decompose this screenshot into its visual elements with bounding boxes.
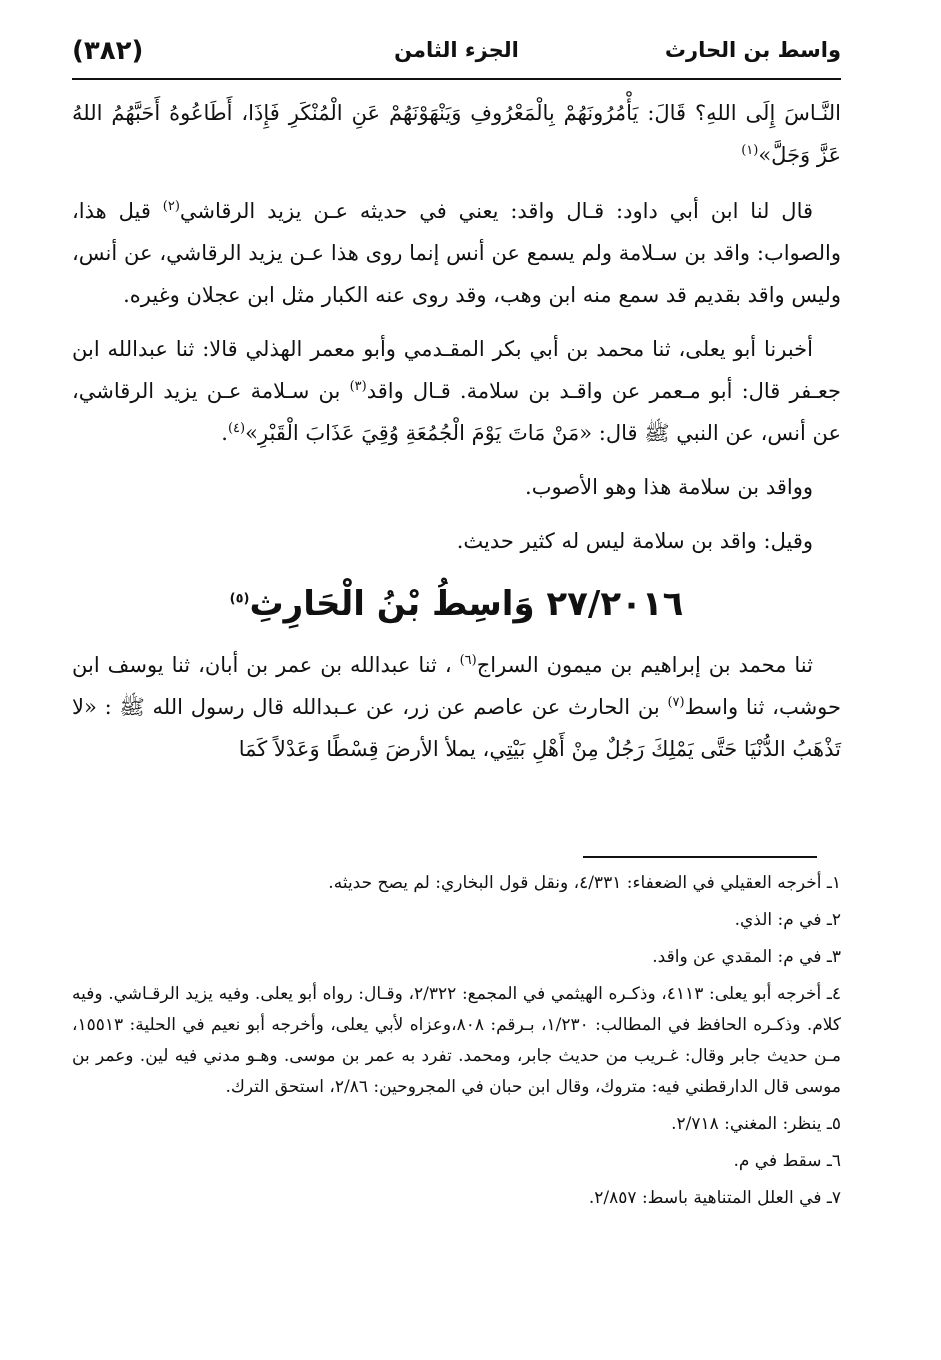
footnote-ref-3: (٣) [349, 379, 367, 394]
footnote-3: ٣ـ في م: المقدي عن واقد. [652, 947, 841, 967]
footnote-divider [583, 856, 817, 858]
footnote-6: ٦ـ سقط في م. [733, 1151, 841, 1171]
footnote-ref-2: (٢) [162, 199, 180, 214]
paragraph-3 [72, 328, 841, 454]
paragraph-3-text-a: أخبرنا أبو يعلى، ثنا محمد بن أبي بكر المقـدمي وأبو معمر الهذلي قالا: ثنا عبدالله ابن جعـفر قال: أبو مـعمر عن واقـد بن سلامة. قـال واقد [72, 337, 841, 403]
running-title: واسط بن الحارث [664, 38, 841, 62]
paragraph-5: وقيل: واقد بن سلامة ليس له كثير حديث. [456, 529, 813, 553]
footnote-ref-6: (٦) [459, 653, 477, 668]
footnote-ref-4: (٤) [227, 421, 246, 436]
main-text [72, 92, 841, 782]
paragraph-2 [72, 190, 841, 316]
footnotes [72, 868, 841, 1220]
paragraph-2-text-b: قيل هذا، والصواب: واقد بن سـلامة ولم يسمع عن أنس إنما روى هذا عـن يزيد الرقاشي، عن أنس، وليس واقد بقديم قد سمع منه ابن وهب، وقد روى عنه الكبار مثل ابن عجلان وغيره. [72, 199, 841, 307]
footnote-4: ٤ـ أخرجه أبو يعلى: ٤١١٣، وذكـره الهيثمي في المجمع: ٢/٣٢٢، وقـال: رواه أبو يعلى. وفيه يزيد الرقـاشي. وفيه كلام. وذكـره الحافظ في المطالب: ١/٢٣٠، بـرقم: ٨٠٨،وعزاه لأبي يعلى، وأخرجه أبو نعيم في الحلية: ١٥٥١٣، مـن حديث جابر وقال: غـريب من حديث جابر، ومحمد. تفرد به عمر بن موسى. وهـو مدني فيه لين. وعمر بن موسى قال الدارقطني فيه: متروك، وقال ابن حبان في المجروحين: ٢/٨٦، استحق الترك. [72, 984, 841, 1097]
footnote-ref-1: (١) [741, 143, 759, 158]
footnote-5: ٥ـ ينظر: المغني: ٢/٧١٨. [671, 1114, 841, 1134]
footnote-ref-5: (٥) [229, 591, 250, 607]
paragraph-6-text-a: ثنا محمد بن إبراهيم بن ميمون السراج [476, 653, 813, 677]
entry-heading [72, 574, 841, 634]
footnote-ref-7: (٧) [667, 695, 685, 710]
paragraph-6-text-b: ، ثنا عبدالله بن عمر بن أبان، ثنا يوسف ابن حوشب، ثنا واسط [72, 653, 841, 719]
page-number: (٣٨٢) [72, 36, 144, 66]
footnote-7: ٧ـ في العلل المتناهية باسط: ٢/٨٥٧. [588, 1188, 841, 1208]
paragraph-1 [72, 92, 841, 176]
part-title: الجزء الثامن [394, 38, 519, 62]
paragraph-4: وواقد بن سلامة هذا وهو الأصوب. [525, 475, 813, 499]
paragraph-1-text: النَّـاسَ إِلَى اللهِ؟ قَالَ: يَأْمُرُونَهُمْ بِالْمَعْرُوفِ وَيَنْهَوْنَهُمْ عَنِ الْمُنْكَرِ فَإِذَا، أَطَاعُوهُ أَحَبَّهُمُ اللهُ عَزَّ وَجَلَّ» [72, 101, 841, 167]
footnote-1: ١ـ أخرجه العقيلي في الضعفاء: ٤/٣٣١، ونقل قول البخاري: لم يصح حديثه. [328, 873, 841, 893]
entry-heading-text: ٢٧/٢٠١٦ وَاسِطُ بْنُ الْحَارِثِ [249, 584, 684, 624]
paragraph-3-text-c: . [221, 421, 228, 445]
paragraph-6-text-c: بن الحارث عن عاصم عن زر، عن عـبدالله قال رسول الله ﷺ : «لا تَذْهَبُ الدُّنْيَا حَتَّى يَمْلِكَ رَجُلٌ مِنْ أَهْلِ بَيْتِي، يملأ الأرضَ قِسْطًا وَعَدْلاً كَمَا [72, 695, 841, 761]
paragraph-6 [72, 644, 841, 770]
footnote-2: ٢ـ في م: الذي. [734, 910, 841, 930]
paragraph-3-text-b: بن سـلامة عـن يزيد الرقاشي، عن أنس، عن النبي ﷺ قال: «مَنْ مَاتَ يَوْمَ الْجُمُعَةِ وُقِيَ عَذَابَ الْقَبْرِ» [72, 379, 841, 445]
paragraph-2-text-a: قال لنا ابن أبي داود: قـال واقد: يعني في حديثه عـن يزيد الرقاشي [179, 199, 814, 223]
page-header [72, 30, 841, 80]
